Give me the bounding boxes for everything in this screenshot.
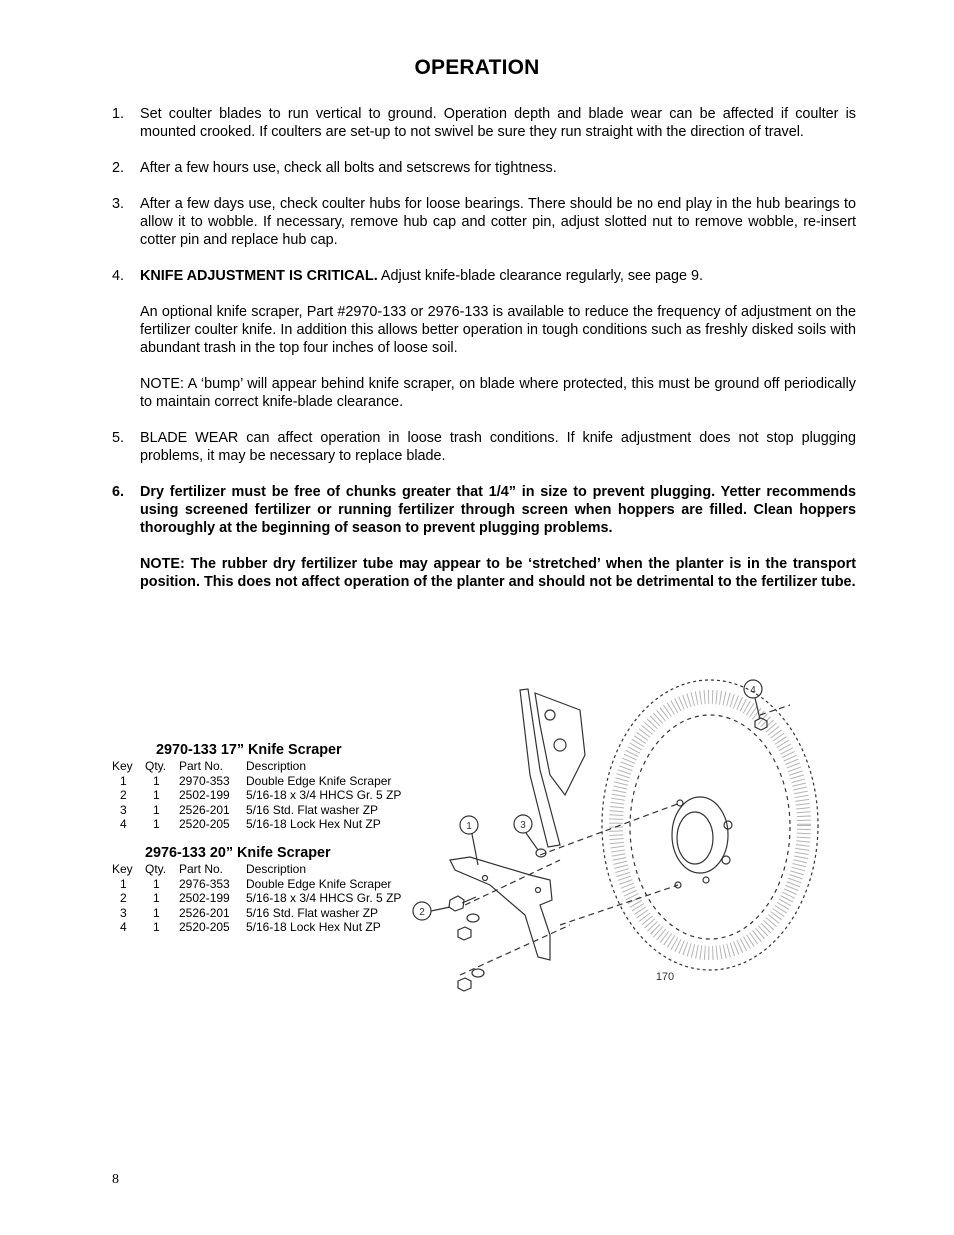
drawing-number: 170: [655, 971, 675, 983]
callout-3: 3: [520, 820, 526, 831]
item-number: 3.: [112, 196, 125, 212]
item-bold-lead: KNIFE ADJUSTMENT IS CRITICAL.: [140, 268, 378, 284]
item-text: After a few hours use, check all bolts and setscrews for tightness.: [140, 160, 557, 176]
parts-table-20in: [112, 844, 426, 935]
callout-1: 1: [466, 821, 472, 832]
parts-table-title: 2970-133 17” Knife Scraper: [156, 742, 342, 758]
parts-table-title: 2976-133 20” Knife Scraper: [145, 845, 331, 861]
item-text: Adjust knife-blade clearance regularly, see page 9.: [377, 268, 704, 284]
hex-head-bolt: [449, 896, 464, 911]
list-item: [112, 429, 856, 465]
item-note: NOTE: A ‘bump’ will appear behind knife scraper, on blade where protected, this must be ground off periodically to maintain correct knife-blade clearance.: [140, 376, 856, 410]
table-row: 2 1 2502-199 5/16-18 x 3/4 HHCS Gr. 5 ZP: [120, 788, 402, 802]
list-subparagraph: [112, 555, 856, 591]
flat-washer: [467, 914, 479, 922]
item-number: 5.: [112, 430, 125, 446]
table-row: 1 1 2970-353 Double Edge Knife Scraper: [120, 773, 392, 788]
hub: [672, 797, 728, 873]
list-item: [112, 105, 856, 141]
table-row: 4 1 2520-205 5/16-18 Lock Hex Nut ZP: [120, 817, 381, 831]
page-title: OPERATION: [414, 56, 540, 79]
lock-hex-nut: [458, 927, 471, 940]
operation-list: [112, 105, 856, 591]
item-number: 4.: [112, 268, 125, 284]
coulter-blade-inner: [630, 715, 790, 939]
table-row: 2 1 2502-199 5/16-18 x 3/4 HHCS Gr. 5 ZP: [120, 891, 402, 905]
list-item: [112, 195, 856, 249]
item-number: 6.: [112, 484, 125, 500]
list-subparagraph: [112, 375, 856, 411]
table-row: 3 1 2526-201 5/16 Std. Flat washer ZP: [120, 802, 379, 817]
item-text: Set coulter blades to run vertical to ground. Operation depth and blade wear can be affected if coulter is mounted crooked. If coulters are set-up to not swivel be sure they run straight with the direction of travel.: [140, 106, 856, 140]
callout-2: 2: [419, 907, 425, 918]
parts-table-header: Key Qty. Part No. Description: [112, 862, 307, 876]
table-row: 4 1 2520-205 5/16-18 Lock Hex Nut ZP: [120, 920, 381, 934]
knife-scraper: [450, 857, 552, 960]
table-row: 1 1 2976-353 Double Edge Knife Scraper: [120, 876, 392, 891]
knife-scraper-exploded-diagram: [410, 675, 830, 1005]
item-text: An optional knife scraper, Part #2970-133 or 2976-133 is available to reduce the frequency of adjustment on the fertilizer coulter knife. In addition this allows better operation in tough conditions such as freshly disked soils with abundant trash in the top four inches of loose soil.: [140, 304, 856, 356]
list-item: [112, 267, 856, 285]
list-item: [112, 159, 856, 177]
page-number: 8: [112, 1172, 119, 1187]
item-text: Dry fertilizer must be free of chunks greater that 1/4” in size to prevent plugging. Yetter recommends using screened fertilizer or running fertilizer through screen when hoppers are filled. Clean hoppers thoroughly at the beginning of season to prevent plugging problems.: [140, 484, 856, 536]
item-number: 1.: [112, 106, 125, 122]
item-number: 2.: [112, 160, 125, 176]
item-text: After a few days use, check coulter hubs for loose bearings. There should be no end play in the hub bearings to allow it to wobble. If necessary, remove hub cap and cotter pin, adjust slotted nut to remove wobble, re-insert cotter pin and replace hub cap.: [140, 196, 856, 248]
list-subparagraph: [112, 303, 856, 357]
table-row: 3 1 2526-201 5/16 Std. Flat washer ZP: [120, 905, 379, 920]
parts-table-header: Key Qty. Part No. Description: [112, 759, 307, 773]
item-text: BLADE WEAR can affect operation in loose trash conditions. If knife adjustment does not stop plugging problems, it may be necessary to replace blade.: [140, 430, 856, 464]
parts-table-17in: [112, 741, 426, 832]
item-note: NOTE: The rubber dry fertilizer tube may appear to be ‘stretched’ when the planter is in the transport position. This does not affect operation of the planter and should not be detrimental to the fertilizer tube.: [140, 556, 856, 590]
list-item: [112, 483, 856, 537]
callout-4: 4: [750, 685, 756, 696]
